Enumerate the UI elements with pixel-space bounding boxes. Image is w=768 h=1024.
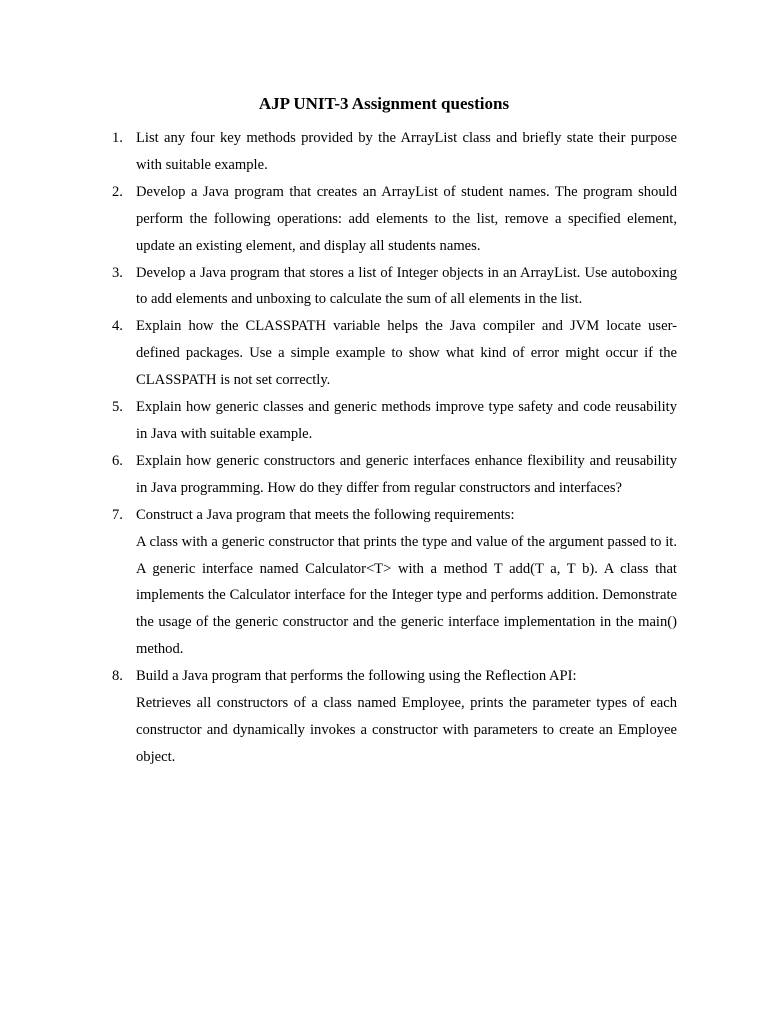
question-number: 7. bbox=[112, 506, 123, 523]
question-number: 6. bbox=[112, 452, 123, 469]
question-number: 4. bbox=[112, 318, 123, 335]
question-item-7 bbox=[112, 502, 677, 663]
question-list bbox=[112, 125, 677, 771]
question-detail: A class with a generic constructor that prints the type and value of the argument passed to it. A generic interface named Calculator<T> with a method T add(T a, T b). A class that implements the Calculator interface for the Integer type and performs addition. Demonstrate the usage of the generic constructor and the generic interface implementation in the main() method. bbox=[136, 533, 677, 658]
question-text: Construct a Java program that meets the following requirements: bbox=[136, 506, 515, 523]
question-text: Develop a Java program that creates an ArrayList of student names. The program should perform the following operations: add elements to the list, remove a specified element, update an existing element, and display all students names. bbox=[136, 183, 677, 254]
question-item-8 bbox=[112, 663, 677, 771]
question-item-1 bbox=[112, 125, 677, 179]
question-text: Explain how generic constructors and generic interfaces enhance flexibility and reusability in Java programming. How do they differ from regular constructors and interfaces? bbox=[136, 452, 677, 496]
question-item-3 bbox=[112, 260, 677, 314]
question-number: 5. bbox=[112, 399, 123, 416]
question-detail: Retrieves all constructors of a class named Employee, prints the parameter types of each constructor and dynamically invokes a constructor with parameters to create an Employee object. bbox=[136, 695, 677, 765]
question-item-6 bbox=[112, 448, 677, 502]
question-item-2 bbox=[112, 179, 677, 260]
question-text: List any four key methods provided by the ArrayList class and briefly state their purpose with suitable example. bbox=[136, 130, 677, 173]
question-text: Develop a Java program that stores a list of Integer objects in an ArrayList. Use autoboxing to add elements and unboxing to calculate the sum of all elements in the list. bbox=[136, 264, 677, 308]
question-text: Build a Java program that performs the following using the Reflection API: bbox=[136, 668, 577, 685]
question-item-4 bbox=[112, 313, 677, 394]
question-number: 1. bbox=[112, 130, 123, 146]
question-item-5 bbox=[112, 394, 677, 448]
page-title: AJP UNIT-3 Assignment questions bbox=[258, 94, 510, 113]
question-number: 8. bbox=[112, 668, 123, 685]
question-text: Explain how the CLASSPATH variable helps the Java compiler and JVM locate user-defined packages. Use a simple example to show what kind of error might occur if the CLASSPATH is not set correctly. bbox=[136, 318, 677, 389]
question-text: Explain how generic classes and generic methods improve type safety and code reusability in Java with suitable example. bbox=[136, 399, 677, 442]
question-number: 2. bbox=[112, 183, 123, 200]
question-number: 3. bbox=[112, 264, 123, 281]
